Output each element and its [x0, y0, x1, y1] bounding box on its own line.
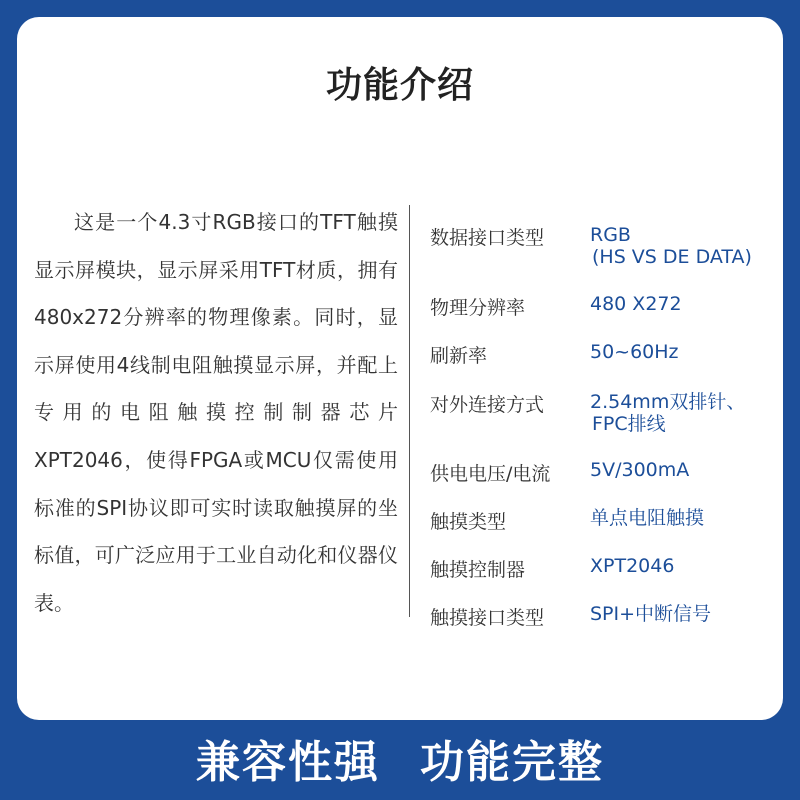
spec-value-line2: (HS VS DE DATA) [592, 246, 752, 268]
slogan-left: 兼容性强 [196, 737, 380, 788]
spec-value-line1: 2.54mm双排针、 [590, 391, 746, 413]
spec-value-line2: FPC排线 [592, 413, 666, 435]
module-description: 这是一个4.3寸RGB接口的TFT触摸显示屏模块，显示屏采用TFT材质，拥有480x272分辨率的物理像素。同时，显示屏使用4线制电阻触摸显示屏，并配上专用的电阻触摸控制制器芯片XPT2046，使得FPGA或MCU仅需使用标准的SPI协议即可实时读取触摸屏的坐标值，可广泛应用于工业自动化和仪器仪表。 [34, 210, 398, 615]
spec-label: 触摸控制器 [430, 559, 526, 581]
spec-value: 单点电阻触摸 [590, 507, 705, 529]
spec-label: 数据接口类型 [430, 227, 545, 249]
spec-value: 50~60Hz [590, 341, 679, 363]
slogan-right: 功能完整 [420, 737, 604, 788]
spec-value: 5V/300mA [590, 459, 690, 481]
spec-value: 480 X272 [590, 293, 682, 315]
spec-label: 触摸接口类型 [430, 607, 545, 629]
column-divider [409, 205, 410, 617]
slogan-banner [0, 725, 800, 800]
content-card [17, 17, 783, 720]
spec-label: 供电电压/电流 [430, 463, 551, 485]
spec-value-line1: RGB [590, 224, 631, 246]
spec-value [590, 391, 745, 435]
spec-label: 刷新率 [430, 345, 488, 367]
spec-value: XPT2046 [590, 555, 675, 577]
spec-value: SPI+中断信号 [590, 603, 712, 625]
spec-label: 对外连接方式 [430, 394, 545, 416]
spec-label: 物理分辨率 [430, 297, 526, 319]
spec-label: 触摸类型 [430, 511, 507, 533]
page-title: 功能介绍 [325, 65, 474, 106]
spec-value [590, 224, 752, 268]
